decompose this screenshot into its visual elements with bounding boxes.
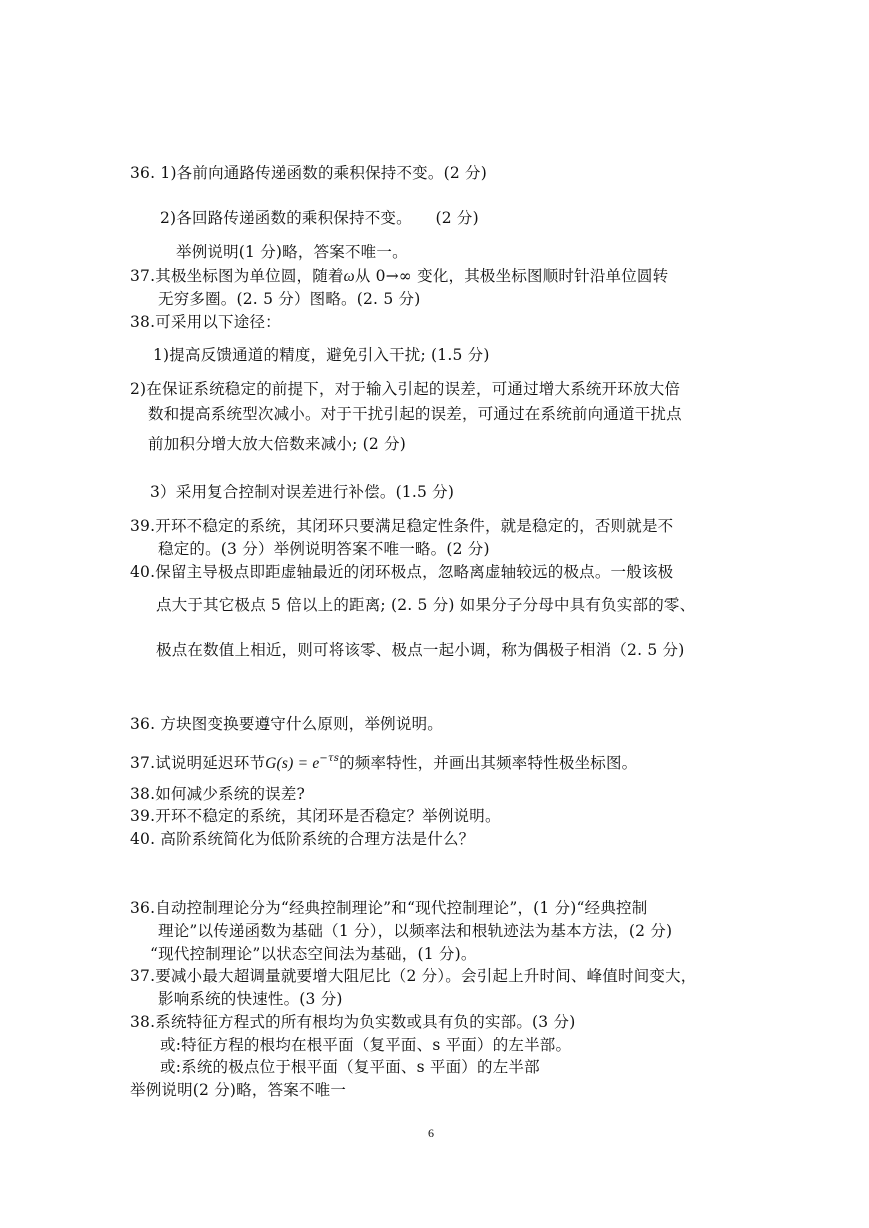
answer-36-line-1: 36. 1)各前向通路传递函数的乘积保持不变。(2 分): [130, 164, 487, 182]
answer-37-line-1: [130, 266, 668, 287]
answer-38-item-2-line-2: 数和提高系统型次减小。对于干扰引起的误差，可通过在系统前向通道干扰点: [148, 405, 682, 423]
answer3-36-line-3: “现代控制理论”以状态空间法为基础，(1 分)。: [150, 945, 477, 963]
answer-37-text-pre: 37.其极坐标图为单位圆，随着: [130, 267, 344, 285]
answer-38-item-2-line-3: 前加积分增大放大倍数来减小; (2 分): [148, 435, 407, 453]
answer3-37-line-1: 37.要减小最大超调量就要增大阻尼比（2 分）。会引起上升时间、峰值时间变大，: [130, 967, 697, 985]
delay-formula-exponent: −τs: [319, 753, 340, 764]
omega-symbol: ω: [343, 268, 355, 285]
page-number: 6: [428, 1126, 434, 1140]
question-36: 36. 方块图变换要遵守什么原则，举例说明。: [130, 715, 443, 733]
answer3-36-line-2: 理论”以传递函数为基础（1 分），以频率法和根轨迹法为基本方法，(2 分): [158, 922, 673, 940]
answer-38-item-3: 3）采用复合控制对误差进行补偿。(1.5 分): [150, 483, 455, 501]
question-39: 39.开环不稳定的系统，其闭环是否稳定？举例说明。: [130, 807, 501, 825]
answer3-36-line-1: 36.自动控制理论分为“经典控制理论”和“现代控制理论”，(1 分)“经典控制: [130, 899, 648, 917]
question-40: 40. 高阶系统简化为低阶系统的合理方法是什么？: [130, 830, 475, 848]
answer-37-text-post: 从 0→∞ 变化，其极坐标图顺时针沿单位圆转: [354, 267, 669, 285]
answer-38-item-2-line-1: 2)在保证系统稳定的前提下，对于输入引起的误差，可通过增大系统开环放大倍: [130, 380, 681, 398]
answer3-37-line-2: 影响系统的快速性。(3 分): [158, 990, 343, 1008]
answer-39-line-2: 稳定的。(3 分）举例说明答案不唯一略。(2 分): [158, 540, 490, 558]
answer-40-line-2: 点大于其它极点 5 倍以上的距离; (2. 5 分) 如果分子分母中具有负实部的零、: [156, 596, 696, 614]
answer-36-line-3: 举例说明(1 分)略，答案不唯一。: [176, 243, 408, 261]
delay-formula: G(s) = e: [265, 755, 320, 772]
answer-40-line-3: 极点在数值上相近，则可将该零、极点一起小调，称为偶极子相消（2. 5 分): [156, 641, 685, 659]
question-38: 38.如何减少系统的误差?: [130, 785, 306, 803]
answer3-38-line-3: 或:系统的极点位于根平面（复平面、s 平面）的左半部: [160, 1058, 540, 1076]
answer-38-item-1: 1)提高反馈通道的精度，避免引入干扰; (1.5 分): [153, 346, 490, 364]
question-37: [130, 749, 637, 774]
answer-40-line-1: 40.保留主导极点即距虚轴最近的闭环极点，忽略离虚轴较远的极点。一般该极: [130, 563, 674, 581]
answer-38-line-1: 38.可采用以下途径：: [130, 313, 281, 331]
answer-37-line-2: 无穷多圈。(2. 5 分）图略。(2. 5 分): [158, 290, 421, 308]
question-37-text-post: 的频率特性，并画出其频率特性极坐标图。: [339, 754, 638, 772]
answer3-38-line-4: 举例说明(2 分)略，答案不唯一: [130, 1081, 347, 1099]
answer3-38-line-2: 或:特征方程的根均在根平面（复平面、s 平面）的左半部。: [160, 1036, 572, 1054]
answer3-38-line-1: 38.系统特征方程式的所有根均为负实数或具有负的实部。(3 分): [130, 1013, 576, 1031]
answer-36-line-2: 2)各回路传递函数的乘积保持不变。 (2 分): [160, 209, 479, 227]
question-37-text-pre: 37.试说明延迟环节: [130, 754, 266, 772]
answer-39-line-1: 39.开环不稳定的系统，其闭环只要满足稳定性条件，就是稳定的，否则就是不: [130, 517, 674, 535]
